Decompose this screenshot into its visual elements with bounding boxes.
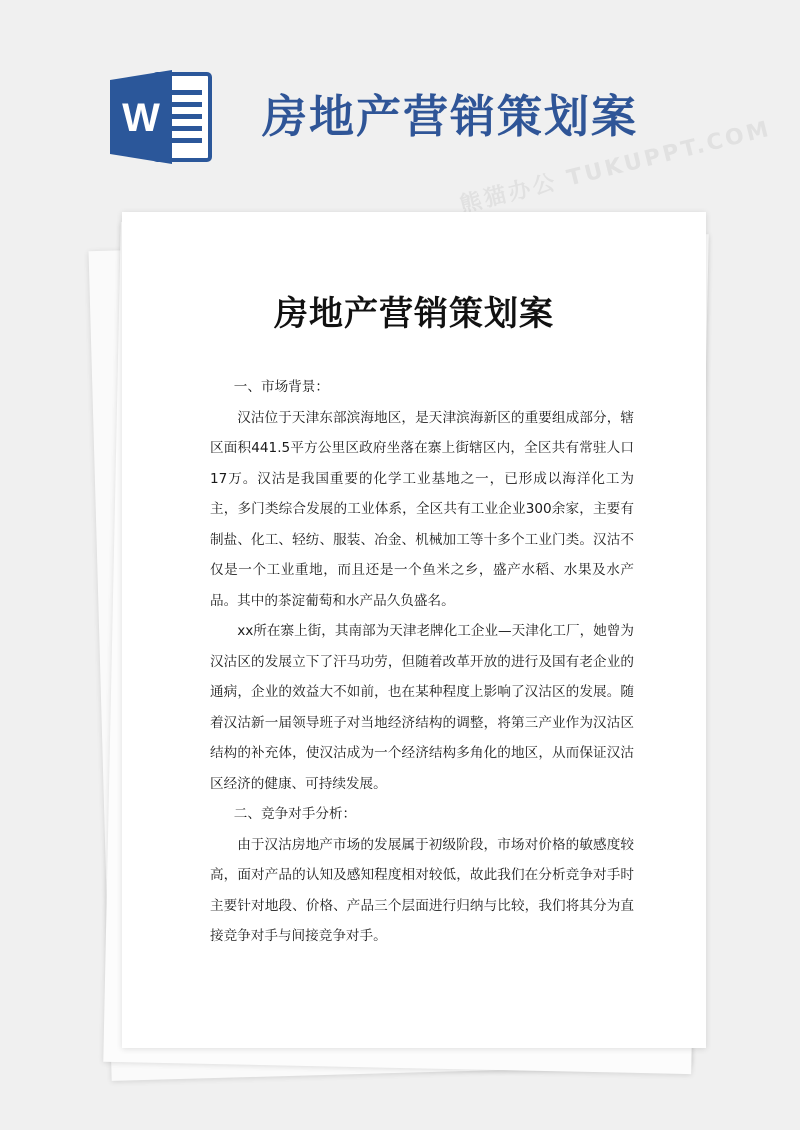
section-heading: 一、市场背景：: [233, 379, 329, 395]
watermark: 熊猫办公 TUKUPPT.COM: [457, 116, 774, 219]
body-paragraph: xx所在寨上街，其南部为天津老牌化工企业—天津化工厂，她曾为汉沽区的发展立下了汗马功劳，但随着改革开放的进行及国有老企业的通病，企业的效益大不如前，也在某种程度上影响了汉沽区的发展。随着汉沽新一届领导班子对当地经济结构的调整，将第三产业作为汉沽区结构的补充体，使汉沽成为一个经济结构多角化的地区，从而保证汉沽区经济的健康、可持续发展。: [210, 623, 634, 792]
svg-text:W: W: [122, 96, 160, 140]
body-paragraph: 由于汉沽房地产市场的发展属于初级阶段，市场对价格的敏感度较高，面对产品的认知及感知程度相对较低，故此我们在分析竞争对手时主要针对地段、价格、产品三个层面进行归纳与比较，我们将其分为直接竞争对手与间接竞争对手。: [210, 836, 634, 944]
body-paragraph: 汉沽位于天津东部滨海地区，是天津滨海新区的重要组成部分，辖区面积441.5平方公里区政府坐落在寨上街辖区内，全区共有常驻人口17万。汉沽是我国重要的化学工业基地之一，已形成以海洋化工为主，多门类综合发展的工业体系，全区共有工业企业300余家，主要有制盐、化工、轻纺、服装、冶金、机械加工等十多个工业门类。汉沽不仅是一个工业重地，而且还是一个鱼米之乡，盛产水稻、水果及水产品。其中的茶淀葡萄和水产品久负盛名。: [210, 409, 634, 609]
section-heading: 二、竞争对手分析：: [233, 806, 357, 822]
banner: [0, 0, 800, 200]
document-page: [122, 212, 706, 1048]
word-icon: [110, 68, 214, 166]
banner-title: 房地产营销策划案: [262, 90, 639, 143]
document-body: [210, 372, 634, 952]
document-title: 房地产营销策划案: [274, 294, 554, 334]
